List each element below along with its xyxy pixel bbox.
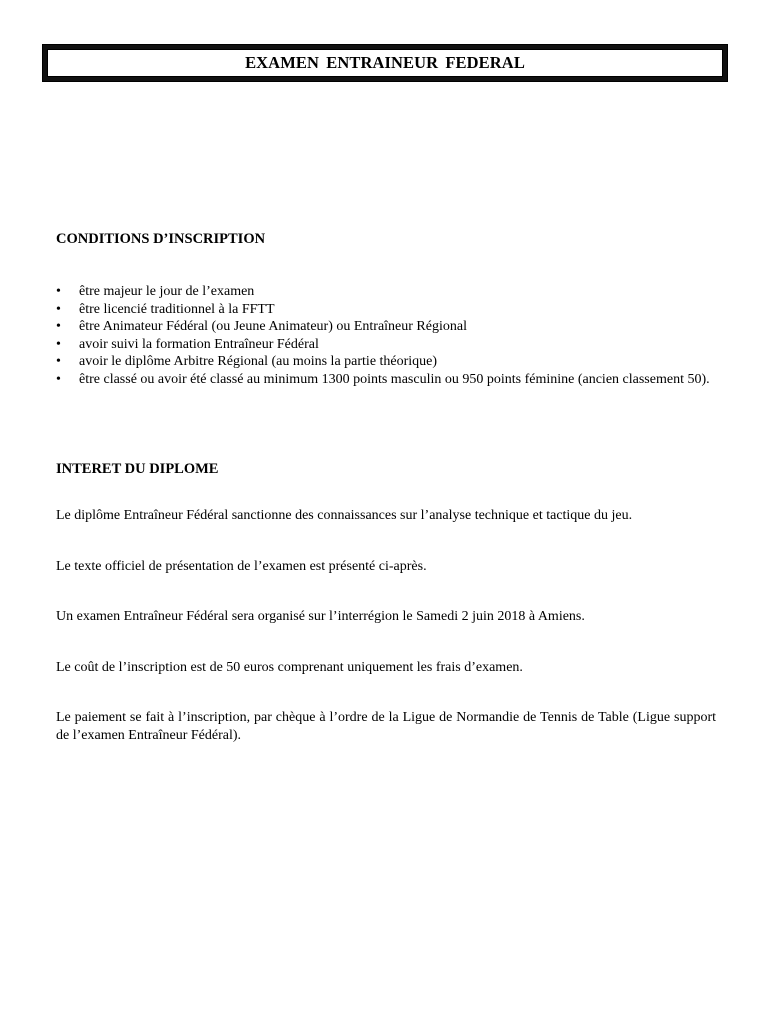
list-item <box>56 371 716 389</box>
bullet-icon: • <box>56 319 61 334</box>
list-item-text: être licencié traditionnel à la FFTT <box>79 301 275 317</box>
paragraph-exam-date: Un examen Entraîneur Fédéral sera organisé sur l’interrégion le Samedi 2 juin 2018 à Amiens. <box>56 609 585 624</box>
title-banner <box>42 44 728 82</box>
bullet-icon: • <box>56 284 61 299</box>
list-item <box>56 283 716 301</box>
bullet-icon: • <box>56 301 61 317</box>
paragraph-payment: Le paiement se fait à l’inscription, par chèque à l’ordre de la Ligue de Normandie de Tennis de Table (Ligue support de l’examen Entraîneur Fédéral). <box>56 710 716 743</box>
list-item-text: être classé ou avoir été classé au minimum 1300 points masculin ou 950 points féminine (ancien classement 50). <box>79 371 710 387</box>
list-item-text: être Animateur Fédéral (ou Jeune Animateur) ou Entraîneur Régional <box>79 319 467 334</box>
conditions-list <box>56 283 716 388</box>
bullet-icon: • <box>56 354 61 369</box>
list-item-text: avoir suivi la formation Entraîneur Fédéral <box>79 336 319 352</box>
page-title: EXAMEN ENTRAINEUR FEDERAL <box>245 53 525 72</box>
paragraph-cost: Le coût de l’inscription est de 50 euros comprenant uniquement les frais d’examen. <box>56 660 523 675</box>
list-item <box>56 318 716 336</box>
list-item-text: avoir le diplôme Arbitre Régional (au moins la partie théorique) <box>79 354 438 369</box>
bullet-icon: • <box>56 371 61 387</box>
interet-heading: INTERET DU DIPLOME <box>56 461 219 477</box>
paragraph-sanction: Le diplôme Entraîneur Fédéral sanctionne des connaissances sur l’analyse technique et tactique du jeu. <box>56 508 633 523</box>
conditions-heading: CONDITIONS D’INSCRIPTION <box>56 231 266 247</box>
paragraph-official-text: Le texte officiel de présentation de l’examen est présenté ci-après. <box>56 559 427 574</box>
list-item-text: être majeur le jour de l’examen <box>79 284 255 299</box>
list-item <box>56 353 716 371</box>
title-banner-inner <box>47 49 723 77</box>
bullet-icon: • <box>56 336 61 352</box>
list-item <box>56 301 716 319</box>
list-item <box>56 336 716 354</box>
